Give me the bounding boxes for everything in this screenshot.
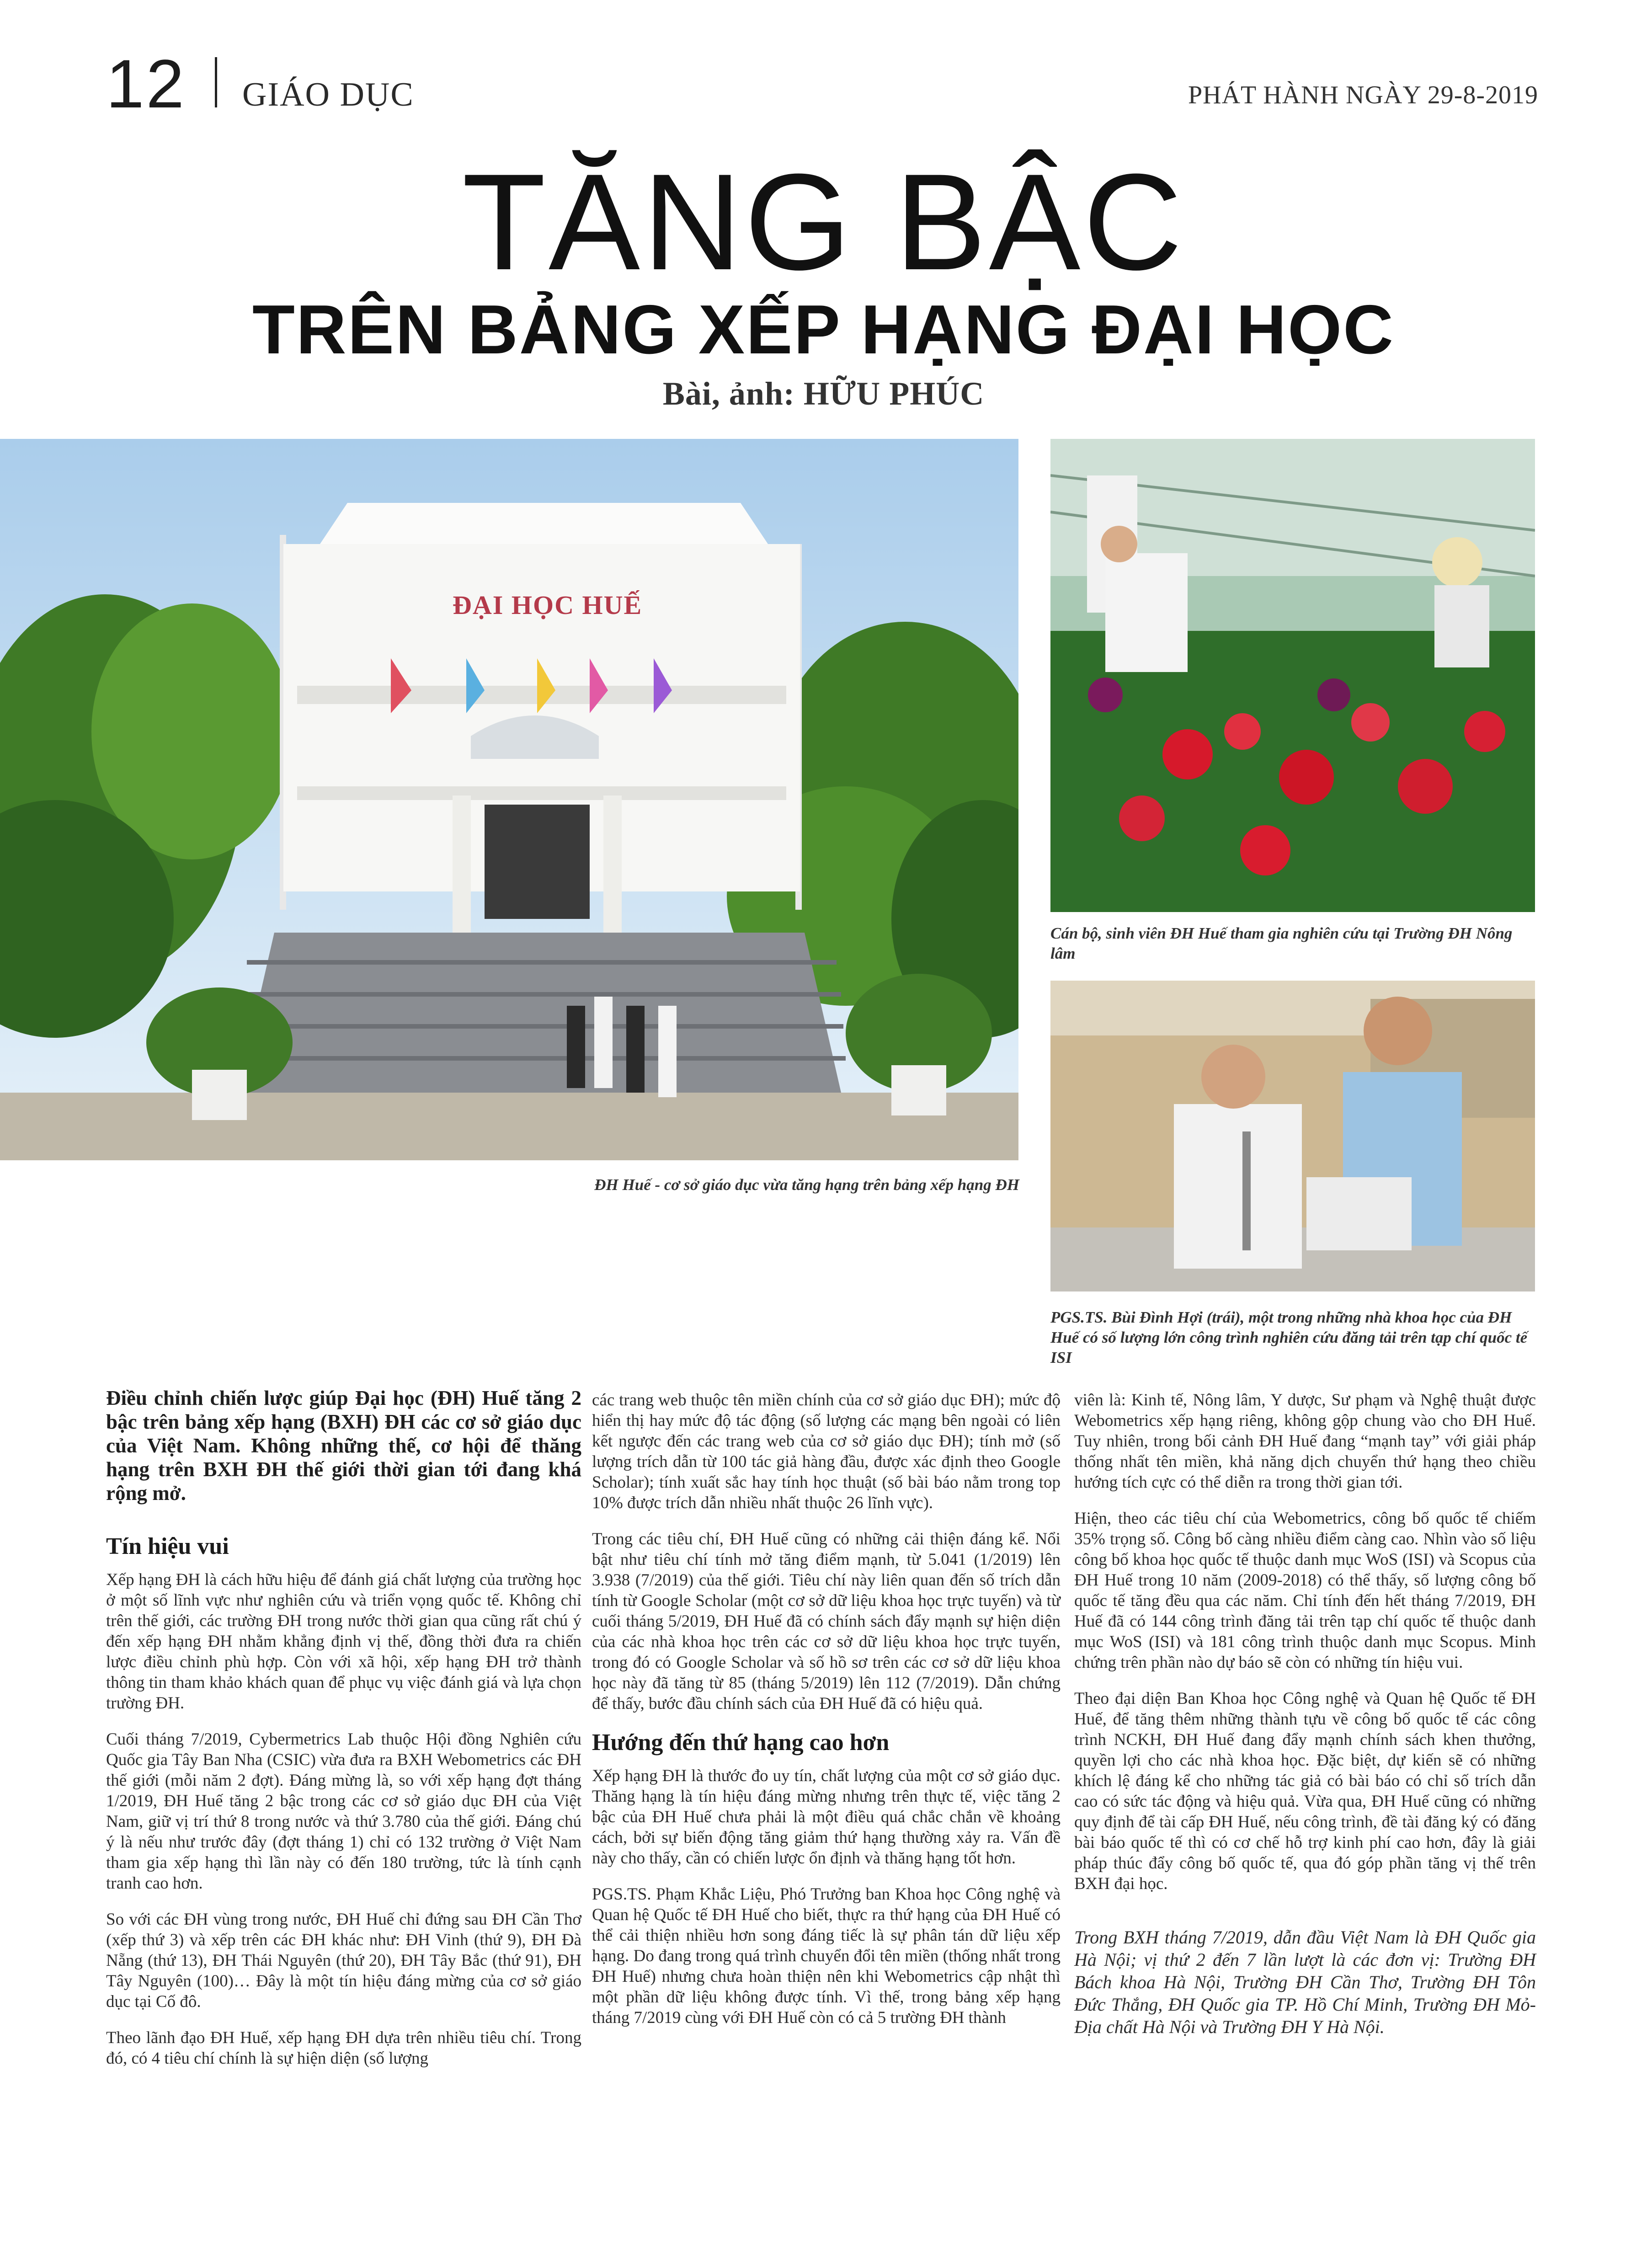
caption-lab-photo: PGS.TS. Bùi Đình Hợi (trái), một trong những nhà khoa học của ĐH Huế có số lượng lớn công trình nghiên cứu đăng tải trên tạp chí quốc tế ISI [1050,1308,1528,1366]
paragraph: viên là: Kinh tế, Nông lâm, Y dược, Sư phạm và Nghệ thuật được Webometrics xếp hạng riêng, không gộp chung vào cho ĐH Huế. Tuy nhiên, trong bối cảnh ĐH Huế đang “mạnh tay” với giải pháp thống nhất tên miền, khả năng dịch chuyển thứ hạng theo chiều hướng tích cực có thể diễn ra trong thời gian tới. [1074,1391,1536,1492]
laboratory-illustration [1050,981,1535,1291]
section-label: GIÁO DỤC [242,76,414,113]
subheading-huong-den-thu-hang: Hướng đến thứ hạng cao hơn [592,1729,890,1756]
paragraph: So với các ĐH vùng trong nước, ĐH Huế chỉ đứng sau ĐH Cần Thơ (xếp thứ 3) và xếp trên các ĐH khác như: ĐH Vinh (thứ 9), ĐH Đà Nẵng (thứ 13), ĐH Thái Nguyên (thứ 20), ĐH Tây Bắc (thứ 91), ĐH Tây Nguyên (100)… Đây là một tín hiệu đáng mừng của cơ sở giáo dục tại Cố đô. [106,1910,581,2012]
header-divider [215,57,217,107]
caption-main-photo: ĐH Huế - cơ sở giáo dục vừa tăng hạng trên bảng xếp hạng ĐH [594,1176,1019,1194]
paragraph: Hiện, theo các tiêu chí của Webometrics, công bố quốc tế chiếm 35% trọng số. Công bố càng nhiều điểm càng cao. Nhìn vào số liệu công bố khoa học quốc tế thuộc danh mục WoS (ISI) và Scopus của ĐH Huế trong 10 năm (2009-2018) có thể thấy, số lượng công bố quốc tế tăng đều qua các năm. Chỉ tính đến hết tháng 7/2019, ĐH Huế đã có 144 công trình đăng tải trên tạp chí quốc tế thuộc danh mục WoS (ISI) và 181 công trình thuộc danh mục Scopus. Minh chứng trên phần nào dự báo sẽ còn có những tín hiệu vui. [1074,1509,1536,1672]
photo-laboratory [1050,981,1535,1291]
paragraph: Theo lãnh đạo ĐH Huế, xếp hạng ĐH dựa trên nhiều tiêu chí. Trong đó, có 4 tiêu chí chính là sự hiện diện (số lượng [106,2028,581,2068]
article-lead: Điều chỉnh chiến lược giúp Đại học (ĐH) Huế tăng 2 bậc trên bảng xếp hạng (BXH) ĐH các cơ sở giáo dục của Việt Nam. Không những thế, cơ hội để thăng hạng trên BXH ĐH thế giới thời gian tới đang khá rộng mở. [106,1387,581,1505]
article-column-1 [106,1386,581,2084]
greenhouse-illustration [1050,439,1535,912]
paragraph: PGS.TS. Phạm Khắc Liệu, Phó Trưởng ban Khoa học Công nghệ và Quan hệ Quốc tế ĐH Huế cho biết, thực ra thứ hạng của ĐH Huế có thể cải thiện nhiều hơn song đáng tiếc là sự phân tán dữ liệu xếp hạng. Do đang trong quá trình chuyển đổi tên miền (thống nhất trong ĐH Huế) nhưng chưa hoàn thiện nên khi Webometrics cập nhật thì một phần dữ liệu không được tính. Vì thế, trong bảng xếp hạng tháng 7/2019 cùng với ĐH Huế còn có cả 5 trường ĐH thành [592,1885,1061,2028]
headline-sub: TRÊN BẢNG XẾP HẠNG ĐẠI HỌC [252,291,1395,368]
paragraph: các trang web thuộc tên miền chính của cơ sở giáo dục ĐH); mức độ hiển thị hay mức độ tác động (số lượng các mạng bên ngoài có liên kết ngược đến các trang web của cơ sở giáo dục ĐH); tính mở (số lượng trích dẫn từ 100 tác giả hàng đầu, được xác định theo Google Scholar); tính xuất sắc hay tính học thuật (số bài báo nằm trong top 10% được trích dẫn nhiều nhất thuộc 26 lĩnh vực). [592,1391,1061,1512]
paragraph: Cuối tháng 7/2019, Cybermetrics Lab thuộc Hội đồng Nghiên cứu Quốc gia Tây Ban Nha (CSIC) vừa đưa ra BXH Webometrics các ĐH thế giới (mỗi năm 2 đợt). Đáng mừng là, so với xếp hạng đợt tháng 1/2019, ĐH Huế tăng 2 bậc trong các cơ sở giáo dục ĐH của Việt Nam, giữ vị trí thứ 8 trong nước và thứ 3.780 của thế giới. Đáng chú ý là nếu như trước đây (đợt tháng 1) chỉ có 132 trường ở Việt Nam tham gia xếp hạng thì lần này có đến 180 trường, tức là tính cạnh tranh cao hơn. [106,1730,581,1893]
caption-garden-photo: Cán bộ, sinh viên ĐH Huế tham gia nghiên cứu tại Trường ĐH Nông lâm [1050,924,1513,962]
subheading-tin-hieu-vui: Tín hiệu vui [106,1533,229,1559]
page-number: 12 [106,45,186,122]
building-sign: ĐẠI HỌC HUẾ [453,590,643,620]
article-closing-note: Trong BXH tháng 7/2019, dẫn đầu Việt Nam là ĐH Quốc gia Hà Nội; vị thứ 2 đến 7 lần lượt là các đơn vị: Trường ĐH Bách khoa Hà Nội, Trường ĐH Cần Thơ, Trường ĐH Tôn Đức Thắng, ĐH Quốc gia TP. Hồ Chí Minh, Trường ĐH Mỏ-Địa chất Hà Nội và Trường ĐH Y Hà Nội. [1074,1927,1536,2037]
publish-date: PHÁT HÀNH NGÀY 29-8-2019 [1188,81,1538,109]
paragraph: Theo đại diện Ban Khoa học Công nghệ và Quan hệ Quốc tế ĐH Huế, để tăng thêm những thành tựu về công bố quốc tế các công trình NCKH, ĐH Huế đang đẩy mạnh chính sách khen thưởng, quyền lợi cho các nhà khoa học. Đặc biệt, dự kiến sẽ có những khích lệ đáng kể cho những tác giả có bài báo có chỉ số trích dẫn cao có sức tác động và hiệu quả. Vừa qua, ĐH Huế cũng có những quy định để tài cấp ĐH Huế, nếu công trình, đề tài đăng ký có đăng bài báo quốc tế thì có cơ chế hỗ trợ kinh phí cao hơn, đây là giải pháp thúc đẩy công bố quốc tế, qua đó góp phần tăng vị thế trên BXH đại học. [1074,1689,1536,1893]
byline: Bài, ảnh: HỮU PHÚC [662,375,985,412]
article-column-2 [592,1390,1061,2044]
photo-greenhouse-research [1050,439,1535,912]
headline-main: TĂNG BẬC [462,145,1185,299]
paragraph: Trong các tiêu chí, ĐH Huế cũng có những cải thiện đáng kể. Nổi bật như tiêu chí tính mở tăng điểm mạnh, từ 5.041 (1/2019) lên 3.938 (7/2019) của thế giới. Tiêu chí này liên quan đến số trích dẫn tính từ Google Scholar (một cơ sở dữ liệu khoa học trực tuyến) và từ cuối tháng 5/2019, ĐH Huế đã có chính sách đẩy mạnh sự hiện diện của các nhà khoa học trên các cơ sở dữ liệu khoa học trực tuyến, trong đó có Google Scholar và số hồ sơ trên các cơ sở dữ liệu khoa học này đã tăng từ 85 (tháng 5/2019) lên 112 (7/2019). Dẫn chứng để thấy, bước đầu chính sách của ĐH Huế đã có hiệu quả. [592,1530,1061,1713]
article-column-3 [1074,1390,1536,2054]
photo-university-building [0,439,1018,1160]
paragraph: Xếp hạng ĐH là cách hữu hiệu để đánh giá chất lượng của trường học ở một số lĩnh vực như nghiên cứu và triển vọng quốc tế. Không chỉ trên thế giới, các trường ĐH trong nước thời gian qua cũng rất chú ý đến xếp hạng ĐH nhằm khẳng định vị thế, đồng thời đưa ra chiến lược điều chỉnh phù hợp. Còn với xã hội, xếp hạng ĐH trở thành thông tin tham khảo khách quan để phục vụ việc đánh giá và lựa chọn trường ĐH. [106,1570,581,1713]
university-building-illustration [0,439,1018,1160]
paragraph: Xếp hạng ĐH là thước đo uy tín, chất lượng của một cơ sở giáo dục. Thăng hạng là tín hiệu đáng mừng nhưng trên thực tế, việc tăng 2 bậc của ĐH Huế chưa phải là một điều quá chắc chắn về khoảng cách, bởi sự biến động tăng giảm thứ hạng thường xảy ra. Vấn đề này cho thấy, cần có chiến lược ổn định và thăng hạng tốt hơn. [592,1766,1061,1868]
